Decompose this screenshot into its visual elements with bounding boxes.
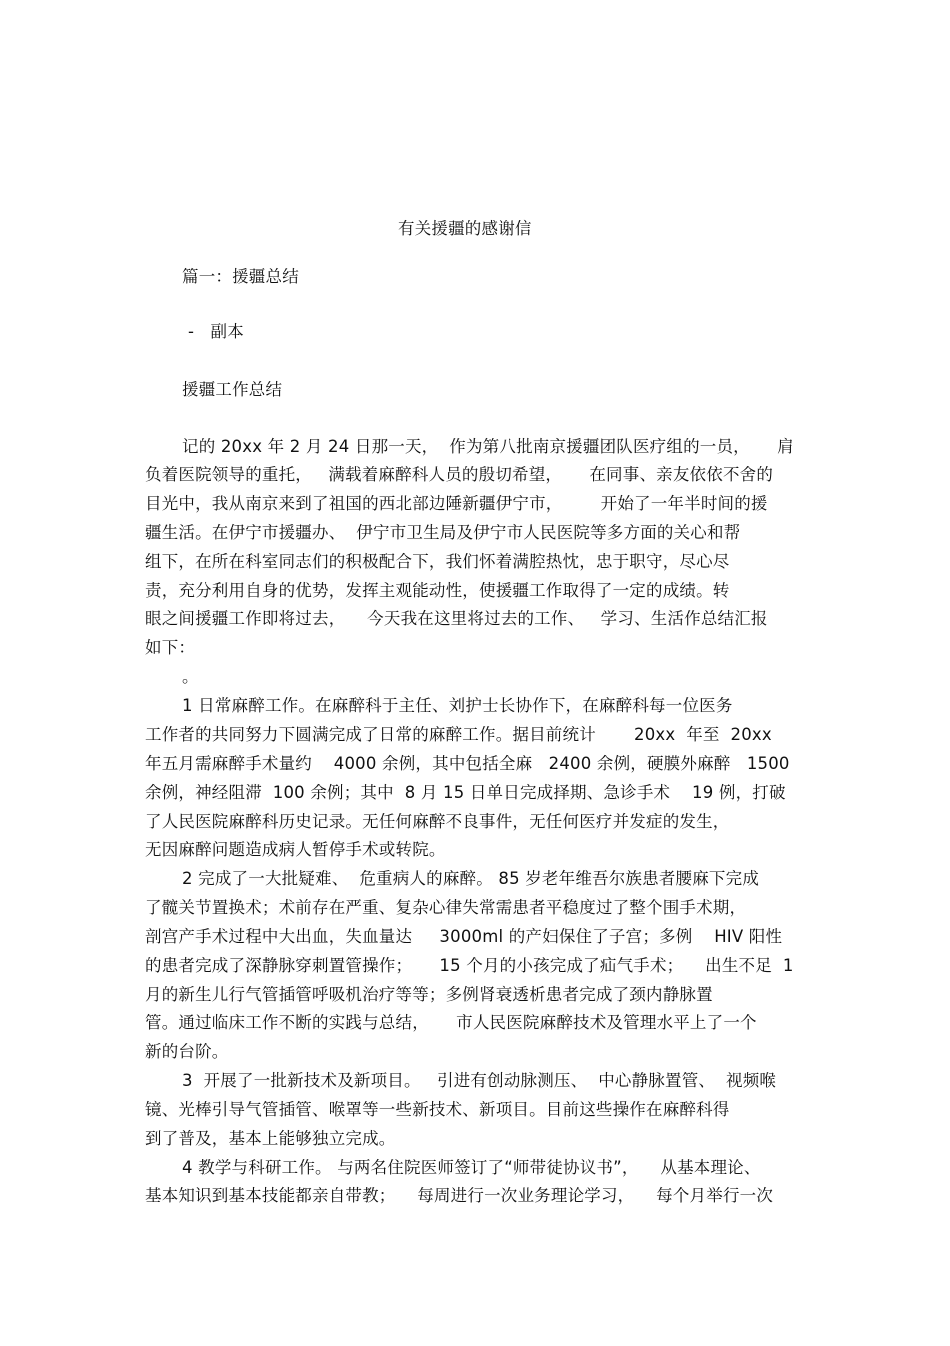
paragraph-line: 余例，神经阻滞 100 余例；其中 8 月 15 日单日完成择期、急诊手术 19 例，打破 [145, 783, 786, 802]
paragraph-line: 目光中，我从南京来到了祖国的西北部边陲新疆伊宁市， 开始了一年半时间的援 [145, 494, 768, 513]
paragraph-line: 镜、光棒引导气管插管、喉罩等一些新技术、新项目。目前这些操作在麻醉科得 [145, 1100, 730, 1119]
paragraph-line: 月的新生儿行气管插管呼吸机治疗等等；多例肾衰透析患者完成了颈内静脉置 [145, 985, 713, 1004]
paragraph-line: 基本知识到基本技能都亲自带教； 每周进行一次业务理论学习， 每个月举行一次 [145, 1186, 774, 1205]
paragraph-line: 了人民医院麻醉科历史记录。无任何麻醉不良事件，无任何医疗并发症的发生， [145, 812, 730, 831]
paragraph-line: 1 日常麻醉工作。在麻醉科于主任、刘护士长协作下，在麻醉科每一位医务 [182, 696, 733, 715]
paragraph-line: 眼之间援疆工作即将过去， 今天我在这里将过去的工作、 学习、生活作总结汇报 [145, 609, 768, 628]
paragraph-line: 组下，在所在科室同志们的积极配合下，我们怀着满腔热忱，忠于职守，尽心尽 [145, 552, 730, 571]
paragraph-line: 管。通过临床工作不断的实践与总结， 市人民医院麻醉技术及管理水平上了一个 [145, 1013, 757, 1032]
paragraph-line: 的患者完成了深静脉穿刺置管操作； 15 个月的小孩完成了疝气手术； 出生不足 1 [145, 956, 794, 975]
paragraph-line: 新的台阶。 [145, 1042, 229, 1061]
paragraph-line: 负着医院领导的重托， 满载着麻醉科人员的殷切希望， 在同事、亲友依依不舍的 [145, 465, 774, 484]
document-title: 有关援疆的感谢信 [398, 219, 532, 238]
paragraph-line: 4 教学与科研工作。 与两名住院医师签订了“师带徒协议书”， 从基本理论、 [182, 1158, 761, 1177]
subtitle: 援疆工作总结 [182, 380, 283, 399]
paragraph-line: 2 完成了一大批疑难、 危重病人的麻醉。 85 岁老年维吾尔族患者腰麻下完成 [182, 869, 760, 888]
paragraph-line: 了髋关节置换术；术前存在严重、复杂心律失常需患者平稳度过了整个围手术期， [145, 898, 747, 917]
paragraph-line: 到了普及，基本上能够独立完成。 [145, 1129, 396, 1148]
section-heading: 篇一：援疆总结 [182, 267, 299, 286]
paragraph-line: 剖宫产手术过程中大出血，失血量达 3000ml 的产妇保住了子宫；多例 HIV 阳性 [145, 927, 783, 946]
paragraph-line: 疆生活。在伊宁市援疆办、 伊宁市卫生局及伊宁市人民医院等多方面的关心和帮 [145, 523, 741, 542]
paragraph-line: 如下： [145, 638, 196, 657]
subheading: - 副本 [188, 322, 244, 341]
paragraph-line: 3 开展了一批新技术及新项目。 引进有创动脉测压、 中心静脉置管、 视频喉 [182, 1071, 777, 1090]
paragraph-line: 。 [182, 667, 199, 686]
paragraph-line: 无因麻醉问题造成病人暂停手术或转院。 [145, 840, 446, 859]
paragraph-line: 工作者的共同努力下圆满完成了日常的麻醉工作。据目前统计 20xx 年至 20xx [145, 725, 772, 744]
paragraph-line: 责，充分利用自身的优势，发挥主观能动性，使援疆工作取得了一定的成绩。转 [145, 581, 730, 600]
paragraph-line: 年五月需麻醉手术量约 4000 余例，其中包括全麻 2400 余例，硬膜外麻醉 1500 [145, 754, 790, 773]
paragraph-line: 记的 20xx 年 2 月 24 日那一天， 作为第八批南京援疆团队医疗组的一员， 肩 [182, 437, 794, 456]
